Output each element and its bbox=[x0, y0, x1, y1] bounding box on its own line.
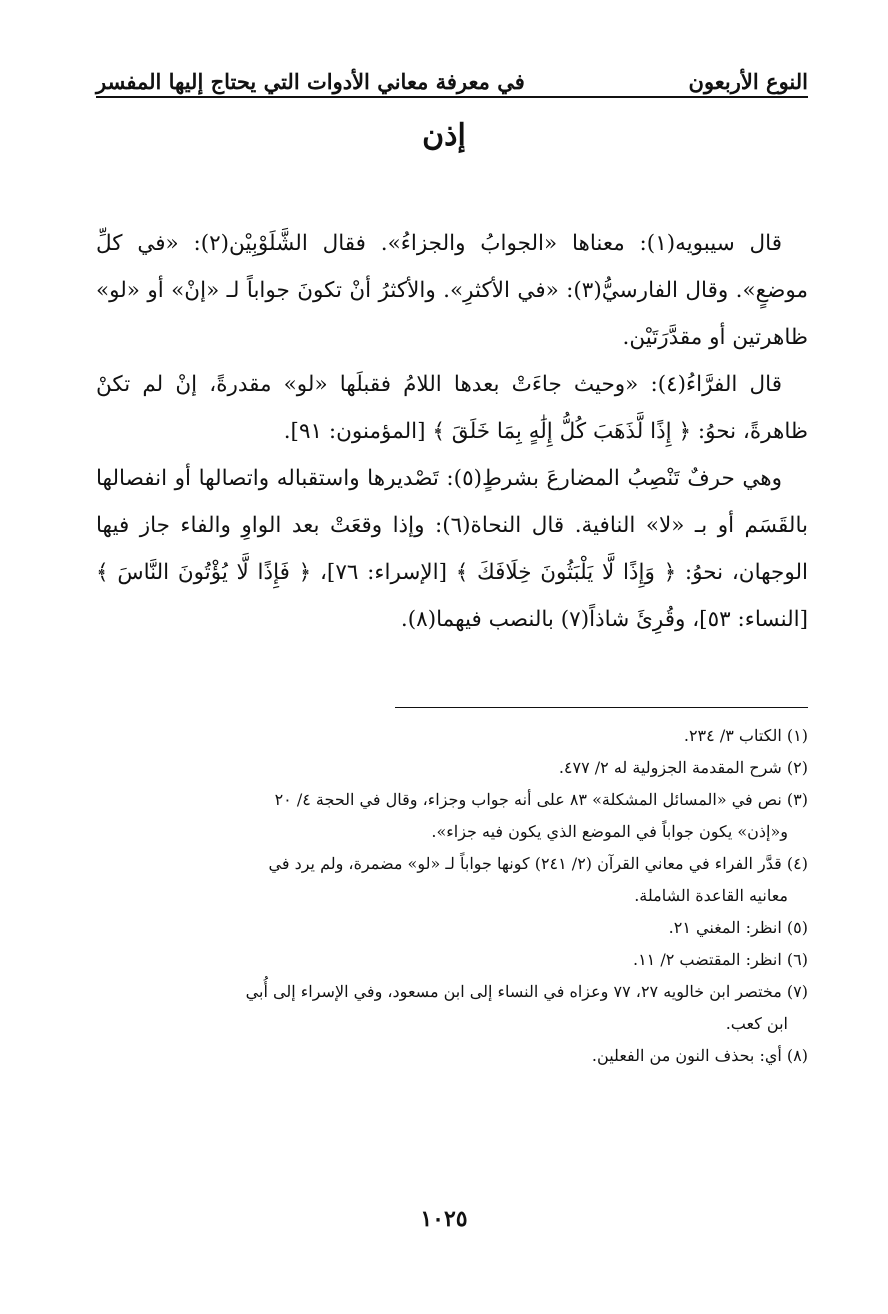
footnote-divider bbox=[395, 707, 808, 708]
footnote-3-continued: و«إذن» يكون جواباً في الموضع الذي يكون فيه جزاء». bbox=[431, 822, 788, 841]
quran-verse: ﴿ إِذًا لَّذَهَبَ كُلُّ إِلَٰهٍ بِمَا خَلَقَ ﴾ bbox=[432, 419, 692, 444]
paragraph-2 bbox=[96, 361, 808, 455]
paragraph-2-text: قال الفرَّاءُ(٤): «وحيث جاءَتْ بعدها اللامُ فقبلَها «لو» مقدرةً، إنْ لم تكنْ ظاهرةً، نحوُ: bbox=[96, 372, 808, 444]
page-number: ١٠٢٥ bbox=[420, 1206, 468, 1232]
footnote-4-continued: معانيه القاعدة الشاملة. bbox=[634, 886, 788, 905]
footnote-2: (٢) شرح المقدمة الجزولية له ٢/ ٤٧٧. bbox=[558, 758, 808, 777]
footnote-7-continued: ابن كعب. bbox=[725, 1014, 788, 1033]
paragraph-3-text: وهي حرفٌ تَنْصِبُ المضارعَ بشرطٍ(٥): تَصْديرها واستقباله واتصالها أو انفصالها بالقَسَم أو بـ «لا» النافية. قال النحاة(٦): وإذا وقعَتْ بعد الواوِ والفاء جاز فيها الوجهان، نحوُ: bbox=[96, 466, 808, 585]
footnote-4: (٤) قدَّر الفراء في معاني القرآن (٢/ ٢٤١) كونها جواباً لـ «لو» مضمرة، ولم يرد في bbox=[268, 854, 808, 873]
quran-verse: ﴿ فَإِذًا لَّا يُؤْتُونَ النَّاسَ ﴾ bbox=[96, 560, 312, 585]
footnote-5: (٥) انظر: المغني ٢١. bbox=[668, 918, 808, 937]
footnotes bbox=[96, 720, 808, 1072]
paragraph-3 bbox=[96, 455, 808, 643]
verse-reference: [النساء: ٥٣]، وقُرِئَ شاذاً(٧) بالنصب فيهما(٨). bbox=[400, 607, 808, 632]
section-title: إذن bbox=[422, 118, 466, 153]
verse-reference: [الإسراء: ٧٦]، bbox=[311, 560, 456, 585]
verse-reference: [المؤمنون: ٩١]. bbox=[283, 419, 433, 444]
header-divider bbox=[96, 96, 808, 98]
footnote-7: (٧) مختصر ابن خالويه ٢٧، ٧٧ وعزاه في النساء إلى ابن مسعود، وفي الإسراء إلى أُبي bbox=[245, 982, 808, 1001]
header-chapter: النوع الأربعون bbox=[688, 69, 808, 94]
quran-verse: ﴿ وَإِذًا لَّا يَلْبَثُونَ خِلَافَكَ ﴾ bbox=[455, 560, 677, 585]
footnote-3: (٣) نص في «المسائل المشكلة» ٨٣ على أنه جواب وجزاء، وقال في الحجة ٤/ ٢٠ bbox=[274, 790, 808, 809]
running-header bbox=[96, 50, 808, 94]
header-topic: في معرفة معاني الأدوات التي يحتاج إليها المفسر bbox=[96, 69, 525, 94]
footnote-6: (٦) انظر: المقتضب ٢/ ١١. bbox=[632, 950, 808, 969]
paragraph-1: قال سيبويه(١): معناها «الجوابُ والجزاءُ». فقال الشَّلَوْبِيْن(٢): «في كلِّ موضعٍ». وقال الفارسيُّ(٣): «في الأكثرِ». والأكثرُ أنْ تكونَ جواباً لـ «إنْ» أو «لو» ظاهرتين أو مقدَّرَتَيْن. bbox=[96, 231, 808, 350]
main-text bbox=[96, 220, 808, 643]
footnote-8: (٨) أي: بحذف النون من الفعلين. bbox=[591, 1046, 808, 1065]
footnote-1: (١) الكتاب ٣/ ٢٣٤. bbox=[683, 726, 808, 745]
